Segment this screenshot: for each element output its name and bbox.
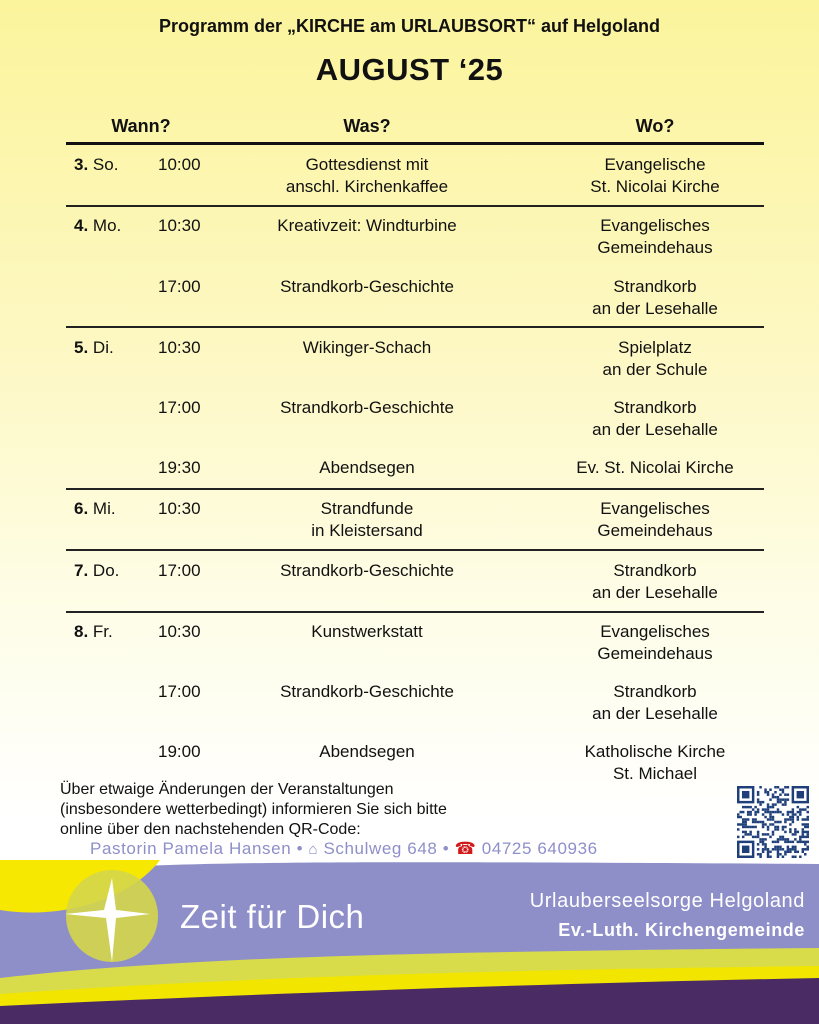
- org-name: Urlauberseelsorge Helgoland: [529, 890, 805, 912]
- cell-line: Strandkorb-Geschichte: [280, 398, 454, 417]
- cell-line: Strandkorb: [613, 398, 697, 417]
- phone-number: 04725 640936: [481, 839, 598, 858]
- event-title: [238, 681, 496, 703]
- cell-line: in Kleistersand: [311, 521, 423, 540]
- day-divider: [66, 326, 764, 328]
- notice-line: Über etwaige Änderungen der Veranstaltungen: [60, 781, 394, 798]
- event-location: [545, 215, 765, 259]
- tagline: Zeit für Dich: [180, 898, 365, 935]
- event-title: [238, 154, 496, 198]
- cell-line: Katholische Kirche: [584, 742, 726, 761]
- event-time: 19:00: [158, 742, 201, 761]
- cell-line: Abendsegen: [319, 742, 415, 761]
- event-time: 17:00: [158, 277, 201, 296]
- event-time: 10:00: [158, 155, 201, 174]
- cell-line: anschl. Kirchenkaffee: [285, 177, 449, 196]
- event-title: [238, 457, 496, 479]
- day-label: [74, 337, 154, 359]
- day-label: [74, 560, 154, 582]
- weekday: Mi.: [88, 499, 116, 518]
- pastor-name: Pastorin Pamela Hansen: [90, 839, 292, 858]
- event-title: [238, 741, 496, 763]
- event-title: [238, 397, 496, 419]
- event-title: [238, 215, 496, 237]
- footer-banner: [0, 860, 819, 1024]
- day-number: 5.: [74, 338, 89, 357]
- event-title: [238, 498, 496, 542]
- cell-line: Wikinger-Schach: [302, 338, 432, 357]
- cell-line: Strandkorb-Geschichte: [280, 277, 454, 296]
- cell-line: Gemeindehaus: [597, 644, 713, 663]
- column-header-what: Was?: [343, 116, 391, 136]
- cell-line: Evangelisches: [600, 499, 710, 518]
- address: Schulweg 648: [323, 839, 438, 858]
- event-location: [545, 337, 765, 381]
- event-time: 17:00: [158, 682, 201, 701]
- cell-line: St. Michael: [612, 764, 698, 783]
- cell-line: Ev. St. Nicolai Kirche: [576, 458, 734, 477]
- cell-line: Strandkorb: [613, 682, 697, 701]
- header-rule: [66, 142, 764, 145]
- event-time: 10:30: [158, 338, 201, 357]
- cell-line: an der Lesehalle: [592, 420, 718, 439]
- event-location: [545, 154, 765, 198]
- event-location: [545, 276, 765, 320]
- day-label: [74, 621, 154, 643]
- header-title: Programm der „KIRCHE am URLAUBSORT“ auf Helgoland: [158, 16, 661, 36]
- qr-code[interactable]: [737, 786, 809, 858]
- org-subtitle: Ev.-Luth. Kirchengemeinde: [558, 920, 805, 940]
- day-divider: [66, 611, 764, 613]
- event-title: [238, 276, 496, 298]
- day-divider: [66, 549, 764, 551]
- weekday: So.: [88, 155, 119, 174]
- cell-line: an der Lesehalle: [592, 704, 718, 723]
- cell-line: St. Nicolai Kirche: [590, 177, 720, 196]
- cell-line: an der Schule: [602, 360, 708, 379]
- house-icon: ⌂: [308, 841, 319, 858]
- event-time: 19:30: [158, 458, 201, 477]
- event-time: 10:30: [158, 216, 201, 235]
- column-header-where: Wo?: [635, 116, 675, 136]
- cell-line: Strandfunde: [320, 499, 414, 518]
- weekday: Fr.: [88, 622, 113, 641]
- event-location: [545, 498, 765, 542]
- day-divider: [66, 488, 764, 490]
- cell-line: Gottesdienst mit: [305, 155, 429, 174]
- event-location: [545, 621, 765, 665]
- day-label: [74, 154, 154, 176]
- cell-line: Kreativzeit: Windturbine: [277, 216, 457, 235]
- event-time: 17:00: [158, 398, 201, 417]
- contact-line: Pastorin Pamela Hansen • ⌂ Schulweg 648 • ☎ 04725 640936: [90, 839, 598, 858]
- event-title: [238, 560, 496, 582]
- cell-line: Kunstwerkstatt: [311, 622, 423, 641]
- cell-line: Evangelische: [604, 155, 706, 174]
- cell-line: Abendsegen: [319, 458, 415, 477]
- notice-text: [60, 780, 530, 840]
- cell-line: Gemeindehaus: [597, 238, 713, 257]
- cell-line: an der Lesehalle: [592, 583, 718, 602]
- notice-line: online über den nachstehenden QR-Code:: [60, 821, 361, 838]
- day-number: 8.: [74, 622, 89, 641]
- column-header-when: Wann?: [111, 116, 171, 136]
- cell-line: Evangelisches: [600, 216, 710, 235]
- phone-icon: ☎: [454, 839, 477, 858]
- event-time: 10:30: [158, 622, 201, 641]
- event-title: [238, 621, 496, 643]
- cell-line: Strandkorb-Geschichte: [280, 561, 454, 580]
- cell-line: an der Lesehalle: [592, 299, 718, 318]
- event-location: [545, 560, 765, 604]
- event-time: 10:30: [158, 499, 201, 518]
- day-number: 3.: [74, 155, 89, 174]
- event-location: [545, 741, 765, 785]
- cell-line: Gemeindehaus: [597, 521, 713, 540]
- day-label: [74, 215, 154, 237]
- cell-line: Strandkorb: [613, 561, 697, 580]
- cell-line: Strandkorb: [613, 277, 697, 296]
- cell-line: Strandkorb-Geschichte: [280, 682, 454, 701]
- day-number: 4.: [74, 216, 89, 235]
- event-time: 17:00: [158, 561, 201, 580]
- day-number: 7.: [74, 561, 89, 580]
- cell-line: Evangelisches: [600, 622, 710, 641]
- notice-line: (insbesondere wetterbedingt) informieren Sie sich bitte: [60, 801, 447, 818]
- cell-line: Spielplatz: [618, 338, 692, 357]
- event-title: [238, 337, 496, 359]
- day-divider: [66, 205, 764, 207]
- weekday: Di.: [88, 338, 114, 357]
- event-location: [545, 397, 765, 441]
- event-location: [545, 457, 765, 479]
- header-month: AUGUST ‘25: [315, 52, 504, 87]
- day-label: [74, 498, 154, 520]
- day-number: 6.: [74, 499, 89, 518]
- event-location: [545, 681, 765, 725]
- weekday: Do.: [88, 561, 120, 580]
- weekday: Mo.: [88, 216, 122, 235]
